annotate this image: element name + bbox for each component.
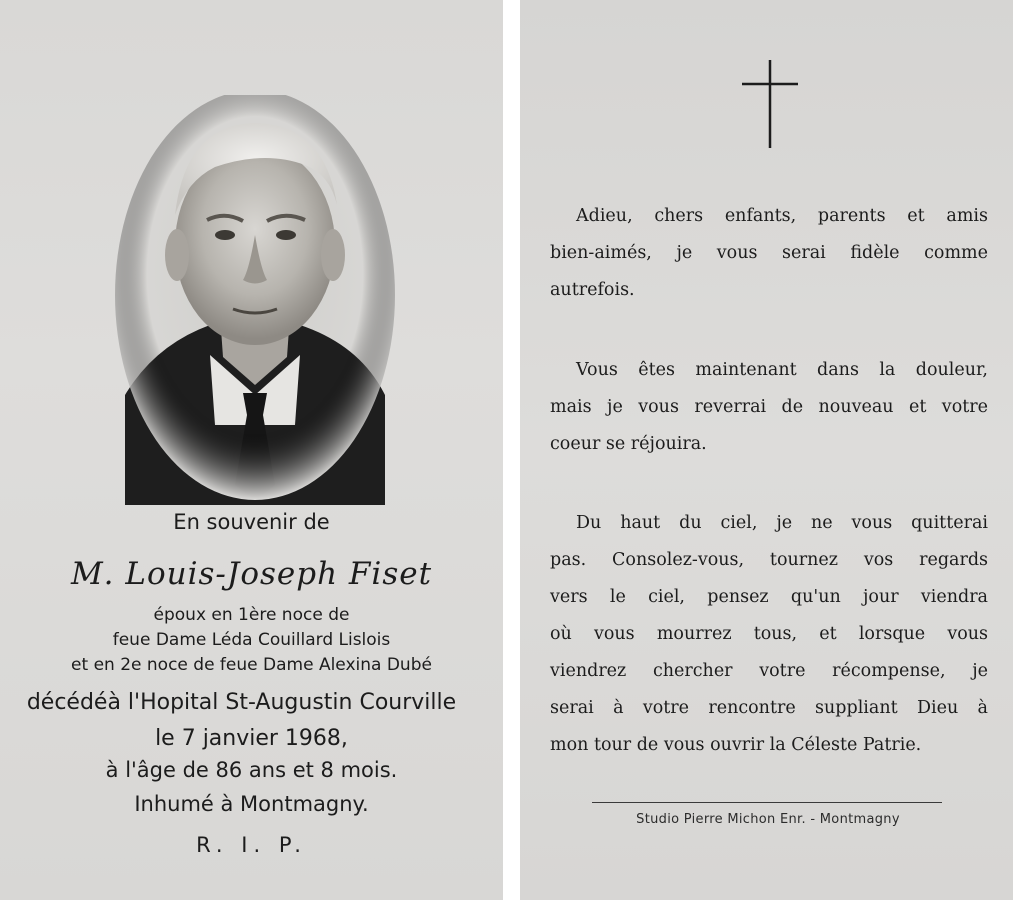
text-line: Adieu, chers enfants, parents et amis xyxy=(576,206,988,226)
paragraph-douleur xyxy=(550,352,988,463)
portrait-photo xyxy=(115,95,395,505)
burial-place: Inhumé à Montmagny. xyxy=(134,792,369,816)
text-line: coeur se réjouira. xyxy=(550,434,707,454)
memorial-card-front xyxy=(0,0,503,900)
text-line: mon tour de vous ouvrir la Céleste Patrie. xyxy=(550,735,922,755)
text-line: Vous êtes maintenant dans la douleur, xyxy=(576,360,988,380)
studio-credit: Studio Pierre Michon Enr. - Montmagny xyxy=(636,812,900,827)
souvenir-heading: En souvenir de xyxy=(173,510,330,534)
text-line: viendrez chercher votre récompense, je xyxy=(550,661,988,681)
spouse-line-2: feue Dame Léda Couillard Lislois xyxy=(112,630,391,650)
text-line: autrefois. xyxy=(550,280,635,300)
death-place: décédéà l'Hopital St-Augustin Courville xyxy=(26,690,457,715)
age-at-death: à l'âge de 86 ans et 8 mois. xyxy=(105,758,398,782)
deceased-name: M. Louis-Joseph Fiset xyxy=(70,556,433,592)
divider-rule xyxy=(592,802,942,803)
text-line: pas. Consolez-vous, tournez vos regards xyxy=(550,550,988,570)
text-line: bien-aimés, je vous serai fidèle comme xyxy=(550,243,988,263)
text-line: où vous mourrez tous, et lorsque vous xyxy=(550,624,988,644)
text-line: serai à votre rencontre suppliant Dieu à xyxy=(550,698,988,718)
cross-icon xyxy=(740,58,800,150)
rip-text: R. I. P. xyxy=(196,833,307,857)
text-line: vers le ciel, pensez qu'un jour viendra xyxy=(550,587,988,607)
death-date: le 7 janvier 1968, xyxy=(155,726,348,751)
text-line: Du haut du ciel, je ne vous quitterai xyxy=(576,513,988,533)
spouse-line-1: époux en 1ère noce de xyxy=(153,605,350,625)
paragraph-adieu xyxy=(550,198,988,309)
text-line: mais je vous reverrai de nouveau et votre xyxy=(550,397,988,417)
paragraph-ciel xyxy=(550,505,988,764)
memorial-card-back xyxy=(520,0,1013,900)
spouse-line-3: et en 2e noce de feue Dame Alexina Dubé xyxy=(71,655,432,675)
